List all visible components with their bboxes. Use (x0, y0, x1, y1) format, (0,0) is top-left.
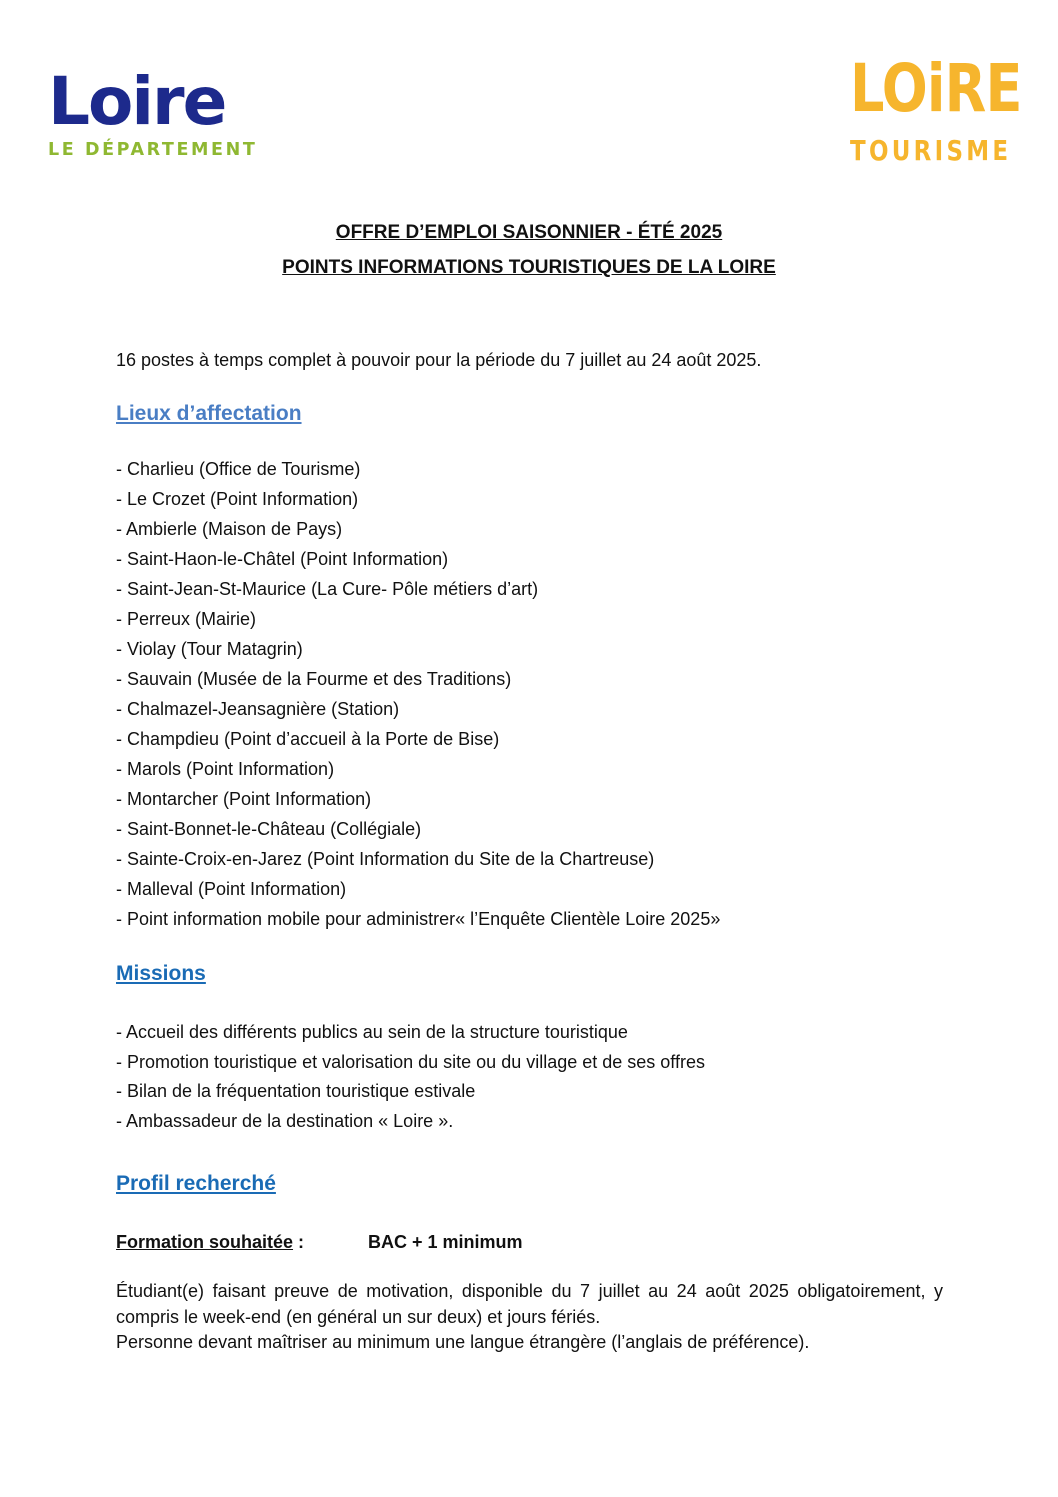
list-item: - Bilan de la fréquentation touristique estivale (116, 1081, 476, 1102)
formation-colon: : (293, 1232, 305, 1252)
list-item: - Saint-Jean-St-Maurice (La Cure- Pôle métiers d’art) (116, 579, 539, 599)
list-item: - Point information mobile pour administrer« l’Enquête Clientèle Loire 2025» (116, 909, 721, 929)
loire-tourisme-wordmark: LOiRE (850, 50, 1022, 127)
missions-heading: Missions (116, 962, 206, 985)
list-item: - Promotion touristique et valorisation du site ou du village et de ses offres (116, 1051, 705, 1072)
loire-logo-wordmark: Loire (48, 63, 226, 140)
profil-paragraph-availability: Étudiant(e) faisant preuve de motivation, disponible du 7 juillet au 24 août 2025 obligatoirement, y compris le week-end (en général un sur deux) et jours fériés. (116, 1281, 943, 1327)
document-subtitle: POINTS INFORMATIONS TOURISTIQUES DE LA LOIRE (282, 257, 776, 278)
formation-line (116, 1232, 523, 1253)
missions-list (116, 1018, 705, 1137)
formation-label: Formation souhaitée (116, 1232, 294, 1252)
loire-departement-logo (48, 63, 278, 160)
intro-text: 16 postes à temps complet à pouvoir pour la période du 7 juillet au 24 août 2025. (116, 350, 762, 370)
list-item: - Champdieu (Point d’accueil à la Porte de Bise) (116, 729, 500, 749)
profil-paragraph-language: Personne devant maîtriser au minimum une langue étrangère (l’anglais de préférence). (116, 1332, 810, 1352)
list-item: - Violay (Tour Matagrin) (116, 639, 303, 659)
list-item: - Saint-Bonnet-le-Château (Collégiale) (116, 819, 422, 839)
loire-logo-subtitle: LE DÉPARTEMENT (48, 140, 258, 160)
list-item: - Saint-Haon-le-Châtel (Point Information) (116, 549, 449, 569)
list-item: - Ambierle (Maison de Pays) (116, 519, 343, 539)
list-item: - Perreux (Mairie) (116, 609, 257, 629)
loire-tourisme-subtitle: TOURISME (850, 134, 1012, 167)
list-item: - Marols (Point Information) (116, 759, 335, 779)
profil-heading: Profil recherché (116, 1172, 276, 1195)
list-item: - Le Crozet (Point Information) (116, 489, 359, 509)
list-item: - Ambassadeur de la destination « Loire ». (116, 1111, 454, 1132)
profil-description (116, 1279, 943, 1356)
list-item: - Montarcher (Point Information) (116, 789, 372, 809)
list-item: - Sauvain (Musée de la Fourme et des Traditions) (116, 669, 512, 689)
lieux-heading: Lieux d’affectation (116, 402, 302, 425)
list-item: - Chalmazel-Jeansagnière (Station) (116, 699, 400, 719)
list-item: - Malleval (Point Information) (116, 879, 347, 899)
list-item: - Accueil des différents publics au sein de la structure touristique (116, 1022, 628, 1042)
list-item: - Charlieu (Office de Tourisme) (116, 459, 361, 479)
loire-tourisme-logo (850, 50, 1022, 167)
list-item: - Sainte-Croix-en-Jarez (Point Information du Site de la Chartreuse) (116, 849, 655, 869)
formation-value: BAC + 1 minimum (368, 1232, 523, 1252)
lieux-list (116, 454, 720, 934)
document-title: OFFRE D’EMPLOI SAISONNIER - ÉTÉ 2025 (335, 222, 723, 243)
